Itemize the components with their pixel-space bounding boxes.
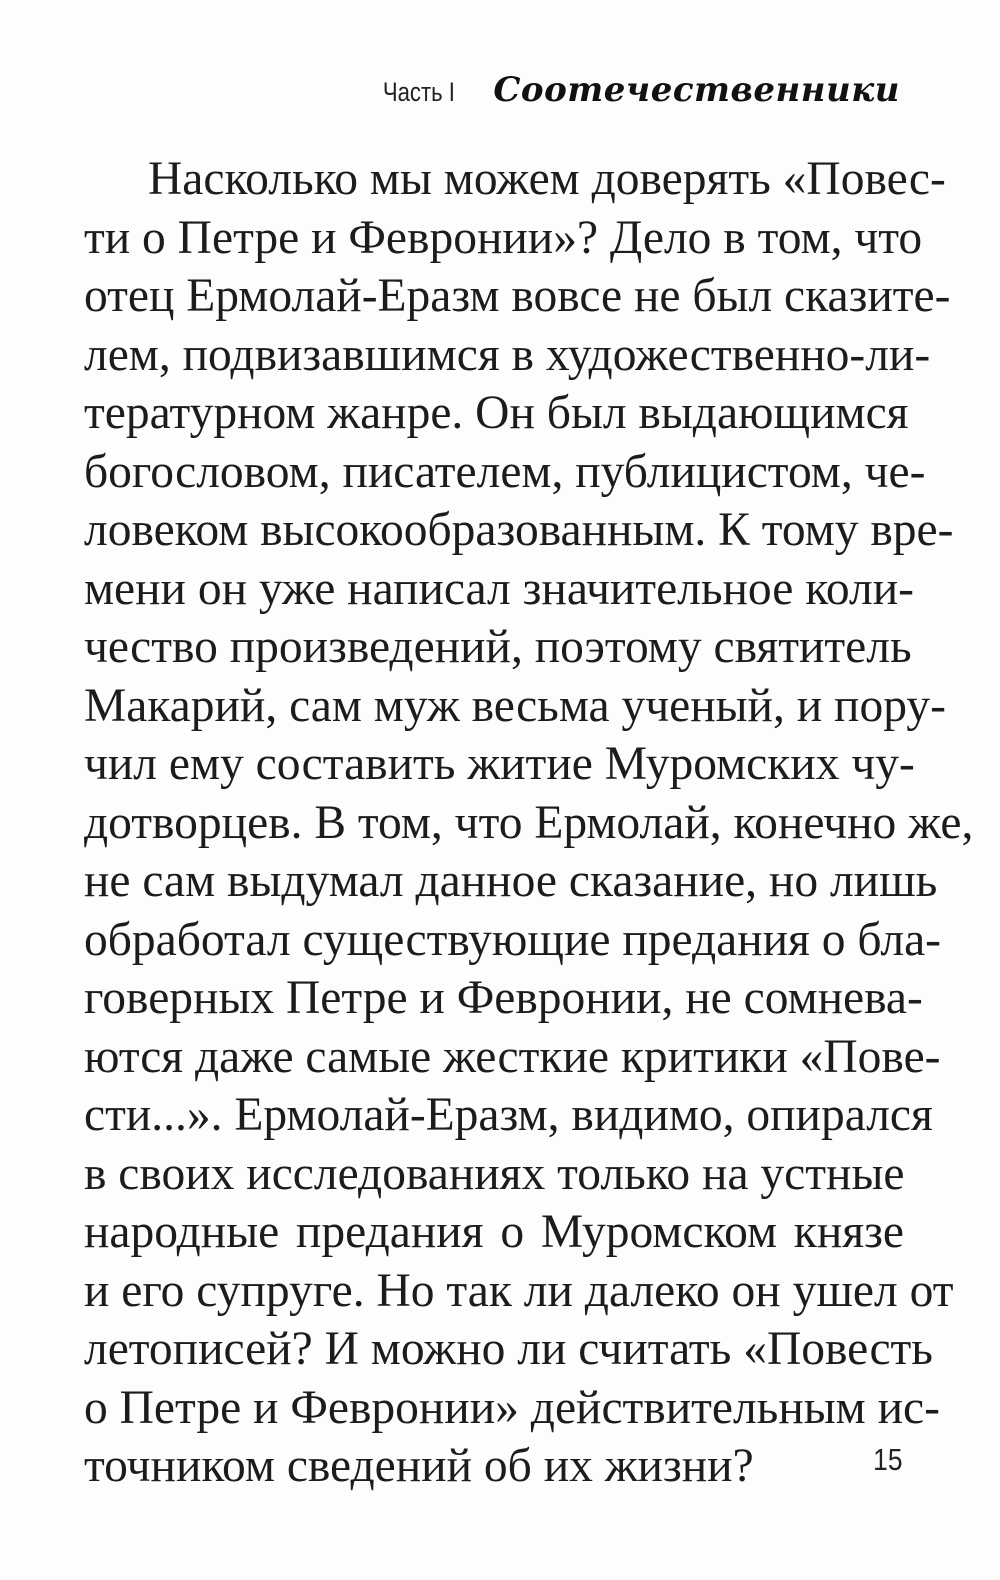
text-line: ются даже самые жесткие критики «Пове-	[84, 1030, 941, 1083]
text-line: говерных Петре и Февронии, не сомнева-	[84, 972, 923, 1024]
text-line: ти о Петре и Февронии»? Дело в том, что	[84, 211, 923, 264]
text-line: сти...». Ермолай-Еразм, видимо, опирался	[84, 1089, 933, 1141]
text-line: дотворцев. В том, что Ермолай, конечно же,	[84, 796, 974, 849]
text-line: о Петре и Февронии» действительным ис-	[84, 1381, 940, 1434]
text-line: чество произведений, поэтому святитель	[84, 621, 912, 673]
text-line: в своих исследованиях только на устные	[84, 1147, 905, 1200]
text-line: богословом, писателем, публицистом, че-	[84, 445, 926, 498]
page-number: 15	[872, 1442, 902, 1477]
text-line: тературном жанре. Он был выдающимся	[84, 387, 909, 439]
text-line: лем, подвизавшимся в художественно-ли-	[84, 328, 931, 381]
text-line: Насколько мы можем доверять «Повес-	[148, 153, 946, 205]
running-header	[367, 70, 900, 130]
text-line: Макарий, сам муж весьма ученый, и пору-	[84, 679, 946, 732]
text-line: точником сведений об их жизни?	[84, 1440, 754, 1492]
text-line: летописей? И можно ли считать «Повесть	[84, 1323, 933, 1375]
text-line: отец Ермолай-Еразм вовсе не был сказите-	[84, 270, 951, 322]
text-line: и его супруге. Но так ли далеко он ушел от	[84, 1264, 954, 1317]
text-line: ловеком высокообразованным. К тому вре-	[84, 504, 954, 556]
text-line: мени он уже написал значительное коли-	[84, 562, 914, 615]
part-label: Часть I	[383, 77, 456, 107]
text-line: народные предания о Муромском князе	[84, 1206, 904, 1258]
text-line: не сам выдумал данное сказание, но лишь	[84, 855, 938, 907]
body-paragraph	[84, 150, 974, 1496]
text-line: чил ему составить житие Муромских чу-	[84, 738, 915, 790]
text-line: обработал существующие предания о бла-	[84, 913, 941, 966]
section-title: Соотечественники	[493, 70, 900, 110]
